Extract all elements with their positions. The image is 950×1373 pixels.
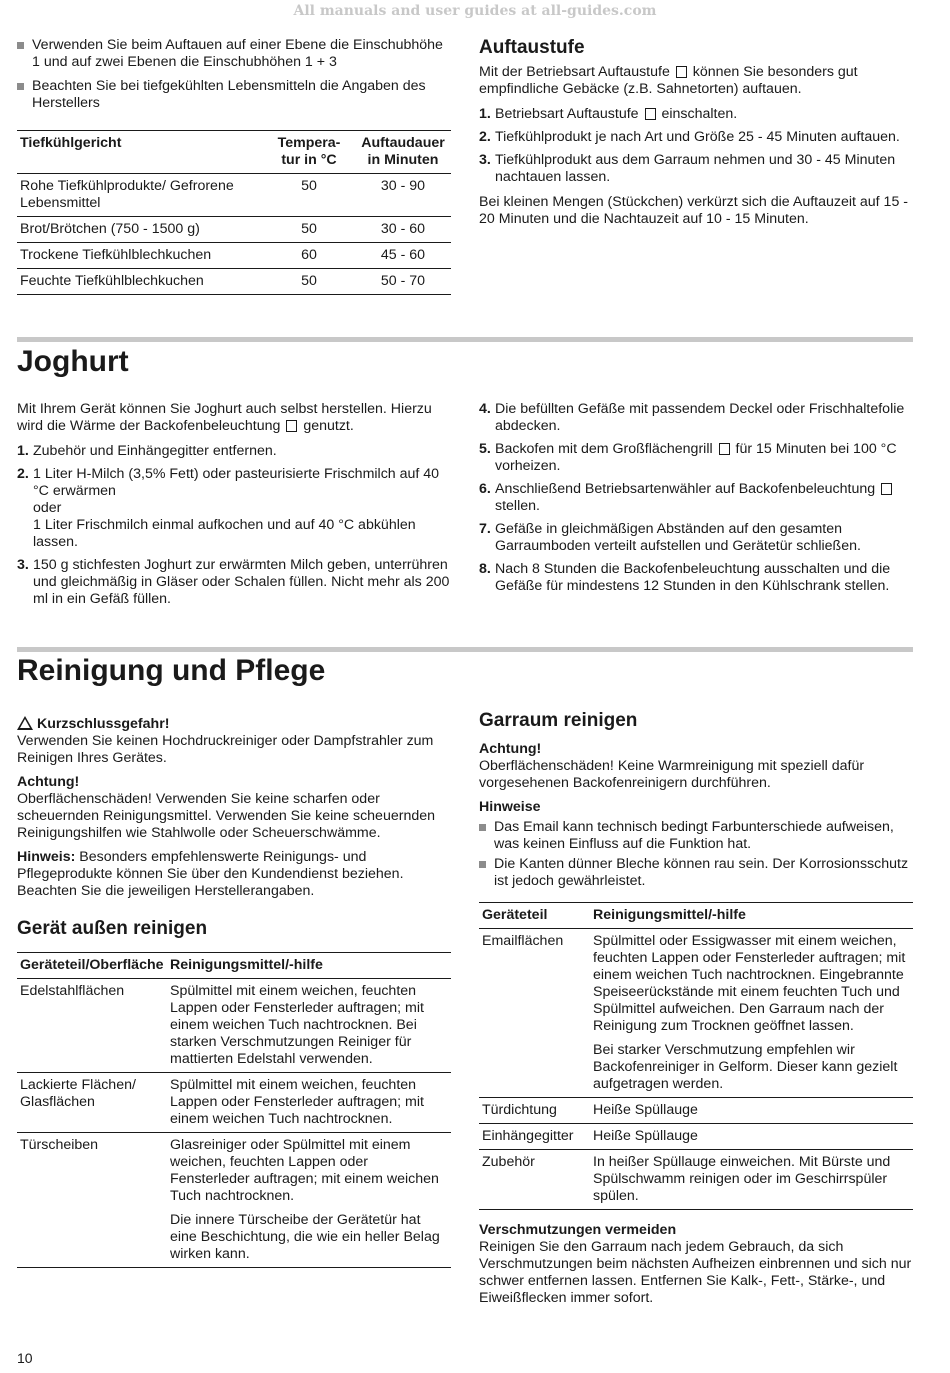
column-header: Reinigungsmittel/-hilfe xyxy=(593,907,746,923)
paragraph: Oberflächenschäden! Keine Warmreinigung mit speziell dafür vorgesehenen Backofenreinigern durchführen. xyxy=(479,758,865,791)
column-header: Tiefkühlgericht xyxy=(20,135,122,151)
cell: 50 xyxy=(301,178,317,194)
text: Mit der Betriebsart Auftaustufe xyxy=(479,64,670,80)
text: Anschließend Betriebsartenwähler auf Backofenbeleuchtung xyxy=(495,481,876,497)
step-number: 3. xyxy=(17,557,29,573)
text: Kurzschlussgefahr! xyxy=(37,716,170,732)
column-header: Reinigungsmittel/-hilfe xyxy=(170,957,323,973)
exterior-cleaning-table xyxy=(17,952,451,1268)
step-item xyxy=(17,557,451,608)
step-item xyxy=(479,129,913,146)
paragraph: Reinigen Sie den Garraum nach jedem Gebrauch, da sich Verschmutzungen beim nächsten Aufheizen einbrennen und sich nur schwer entfernen lassen. Entfernen Sie Kalk-, Fett-, Stärke-, und Eiweißflecken immer sofort. xyxy=(479,1239,912,1306)
step-number: 7. xyxy=(479,521,491,537)
list-item: Beachten Sie bei tiefgekühlten Lebensmitteln die Angaben des Herstellers xyxy=(17,78,451,112)
cell: Einhängegitter xyxy=(482,1128,574,1144)
step-item xyxy=(479,152,913,186)
paragraph: Oberflächenschäden! Verwenden Sie keine scharfen oder scheuernden Reinigungsmittel. Verwenden Sie keine scheuernden Reinigungshilfen wie Stahlwolle oder Scheuerschwämme. xyxy=(17,791,436,841)
table-row xyxy=(17,174,451,217)
cell: 50 - 70 xyxy=(380,273,426,289)
step-number: 4. xyxy=(479,401,491,417)
step-item xyxy=(479,481,913,515)
step-number: 2. xyxy=(17,466,29,482)
step-item xyxy=(479,401,913,435)
text: Tiefkühlprodukt aus dem Garraum nehmen und 30 - 45 Minuten nachtauen lassen. xyxy=(495,152,896,185)
table-row xyxy=(17,979,451,1073)
text: Mit Ihrem Gerät können Sie Joghurt auch selbst herstellen. Hierzu wird die Wärme der Backofenbeleuchtung xyxy=(17,401,432,434)
paragraph: Bei kleinen Mengen (Stückchen) verkürzt sich die Auftauzeit auf 15 - 20 Minuten und die Nachtauzeit auf 10 - 15 Minuten. xyxy=(479,194,909,227)
column-header: Tempera- tur in °C xyxy=(277,135,341,168)
cell: Heiße Spüllauge xyxy=(593,1102,698,1118)
cell: Lackierte Flächen/ Glasflächen xyxy=(20,1077,136,1110)
cell: 50 xyxy=(301,221,317,237)
interior-cleaning-table xyxy=(479,902,913,1210)
defrost-icon xyxy=(676,66,687,78)
cell: 60 xyxy=(301,247,317,263)
paragraph: Verwenden Sie keinen Hochdruckreiniger oder Dampfstrahler zum Reinigen Ihres Gerätes. xyxy=(17,733,434,766)
step-number: 3. xyxy=(479,152,491,168)
joghurt-right xyxy=(479,401,913,595)
section-divider xyxy=(17,337,913,342)
step-number: 2. xyxy=(479,129,491,145)
auftaustufe-section xyxy=(479,37,913,228)
text: Besonders empfehlenswerte Reinigungs- und Pflegeprodukte können Sie über den Kundendienst beziehen. Beachten Sie die jeweiligen Herstellerangaben. xyxy=(17,849,404,899)
step-item xyxy=(17,443,451,460)
table-row xyxy=(17,1073,451,1133)
reinigung-left xyxy=(17,716,451,1268)
defrost-notes xyxy=(17,37,451,295)
caution-label: Achtung! xyxy=(479,741,542,757)
paragraph xyxy=(17,401,451,435)
step-number: 1. xyxy=(17,443,29,459)
step-item xyxy=(479,521,913,555)
text: Tiefkühlprodukt je nach Art und Größe 25 - 45 Minuten auftauen. xyxy=(495,129,900,145)
step-number: 5. xyxy=(479,441,491,457)
cell: 30 - 90 xyxy=(380,178,426,194)
cell: Heiße Spüllauge xyxy=(593,1128,698,1144)
page-number: 10 xyxy=(17,1350,33,1366)
table-row xyxy=(17,243,451,269)
text: genutzt. xyxy=(303,418,354,434)
text: Die innere Türscheibe der Gerätetür hat eine Beschichtung, die wie ein heller Belag wirken kann. xyxy=(170,1212,440,1262)
text: Nach 8 Stunden die Backofenbeleuchtung ausschalten und die Gefäße für mindestens 12 Stunden in den Kühlschrank stellen. xyxy=(495,561,891,594)
section-heading: Gerät außen reinigen xyxy=(17,918,208,939)
step-item xyxy=(17,466,451,551)
text: Spülmittel oder Essigwasser mit einem weichen, feuchten Lappen oder Fensterleder auftragen; mit einem weichen Tuch nachtrocknen. Eingebrannte Speiseerückstände mit einem feuchten Tuch und Spülmittel aufweichen. Den Garraum nach der Reinigung zum Trocknen geöffnet lassen. xyxy=(593,933,906,1034)
section-title: Reinigung und Pflege xyxy=(17,654,326,687)
text: Die befüllten Gefäße mit passendem Deckel oder Frischhaltefolie abdecken. xyxy=(495,401,905,434)
cell: Brot/Brötchen (750 - 1500 g) xyxy=(20,221,200,237)
watermark: All manuals and user guides at all-guides.com xyxy=(293,3,657,19)
table-row xyxy=(479,1124,913,1150)
oven-light-icon xyxy=(286,420,297,432)
table-row xyxy=(479,1098,913,1124)
step-number: 1. xyxy=(479,106,491,122)
column-header: Auftaudauer in Minuten xyxy=(361,135,445,168)
step-item xyxy=(479,441,913,475)
grill-icon xyxy=(719,443,730,455)
list-item: Verwenden Sie beim Auftauen auf einer Ebene die Einschubhöhe 1 und auf zwei Ebenen die Einschubhöhen 1 + 3 xyxy=(17,37,451,71)
step-item xyxy=(479,561,913,595)
table-row xyxy=(17,1133,451,1268)
table-row xyxy=(17,269,451,295)
section-heading: Auftaustufe xyxy=(479,37,585,58)
cell: Rohe Tiefkühlprodukte/ Gefrorene Lebensmittel xyxy=(20,178,234,211)
list-item: Das Email kann technisch bedingt Farbunterschiede aufweisen, was keinen Einfluss auf die Funktion hat. xyxy=(479,819,913,853)
step-number: 6. xyxy=(479,481,491,497)
cell xyxy=(590,929,913,1098)
cell: 45 - 60 xyxy=(380,247,426,263)
text: Glasreiniger oder Spülmittel mit einem weichen, feuchten Lappen oder Fensterleder auftragen; mit einem weichen Tuch nachtrocknen. xyxy=(170,1137,439,1204)
section-heading: Garraum reinigen xyxy=(479,710,638,731)
cell: 50 xyxy=(301,273,317,289)
cell: Türscheiben xyxy=(20,1137,99,1153)
text: Gefäße in gleichmäßigen Abständen auf den gesamten Garraumboden verteilt aufstellen und Gerätetür schließen. xyxy=(495,521,861,554)
text: für 15 Minuten bei 100 °C vorheizen. xyxy=(495,441,897,474)
cell: Zubehör xyxy=(482,1154,535,1170)
caution-label: Achtung! xyxy=(17,774,80,790)
cell xyxy=(167,1133,451,1268)
cell: Türdichtung xyxy=(482,1102,557,1118)
section-title: Joghurt xyxy=(17,345,129,378)
joghurt-left xyxy=(17,401,451,608)
warning-icon xyxy=(17,716,33,730)
step-item xyxy=(479,106,913,123)
table-row xyxy=(17,217,451,243)
cell: Spülmittel mit einem weichen, feuchten Lappen oder Fensterleder auftragen; mit einem weichen Tuch nachtrocknen. xyxy=(170,1077,424,1127)
cell: In heißer Spüllauge einweichen. Mit Bürste und Spülschwamm reinigen oder im Geschirrspüler spülen. xyxy=(593,1154,891,1204)
text: 1 Liter Frischmilch einmal aufkochen und auf 40 °C abkühlen lassen. xyxy=(33,517,416,550)
note-label: Hinweis: xyxy=(17,849,76,865)
text: einschalten. xyxy=(661,106,738,122)
column-header: Geräteteil/Oberfläche xyxy=(20,957,164,973)
reinigung-right xyxy=(479,710,913,1307)
section-divider xyxy=(17,647,913,652)
cell: 30 - 60 xyxy=(380,221,426,237)
text: Zubehör und Einhängegitter entfernen. xyxy=(33,443,277,459)
cell: Spülmittel mit einem weichen, feuchten Lappen oder Fensterleder auftragen; mit einem weichen Tuch nachtrocknen. Bei starken Verschmutzungen Reiniger für mattierten Edelstahl verwenden. xyxy=(170,983,424,1067)
table-row xyxy=(479,929,913,1098)
text: oder xyxy=(33,500,62,516)
text: Backofen mit dem Großflächengrill xyxy=(495,441,713,457)
text: Bei starker Verschmutzung empfehlen wir Backofenreiniger in Gelform. Dieser kann gezielt aufgetragen werden. xyxy=(593,1042,898,1092)
defrost-table xyxy=(17,130,451,295)
text: stellen. xyxy=(495,498,540,514)
cell: Edelstahlflächen xyxy=(20,983,125,999)
defrost-icon xyxy=(645,108,656,120)
text: 1 Liter H-Milch (3,5% Fett) oder pasteurisierte Frischmilch auf 40 °C erwärmen xyxy=(33,466,440,499)
list-item: Die Kanten dünner Bleche können rau sein. Der Korrosionsschutz ist jedoch gewährleistet. xyxy=(479,856,913,890)
table-row xyxy=(479,1150,913,1210)
subheading: Verschmutzungen vermeiden xyxy=(479,1222,677,1238)
text: 150 g stichfesten Joghurt zur erwärmten Milch geben, unterrühren und gleichmäßig in Gläser oder Schalen füllen. Nicht mehr als 200 ml in ein Gefäß füllen. xyxy=(33,557,450,607)
step-number: 8. xyxy=(479,561,491,577)
cell: Emailflächen xyxy=(482,933,564,949)
notes-label: Hinweise xyxy=(479,799,541,815)
oven-light-icon xyxy=(881,483,892,495)
paragraph xyxy=(17,849,451,900)
cell: Feuchte Tiefkühlblechkuchen xyxy=(20,273,204,289)
text: Betriebsart Auftaustufe xyxy=(495,106,639,122)
column-header: Geräteteil xyxy=(482,907,548,923)
paragraph xyxy=(479,64,913,98)
text: können Sie besonders gut empfindliche Gebäcke (z.B. Sahnetorten) auftauen. xyxy=(479,64,858,97)
warning-heading xyxy=(17,716,451,733)
cell: Trockene Tiefkühlblechkuchen xyxy=(20,247,212,263)
